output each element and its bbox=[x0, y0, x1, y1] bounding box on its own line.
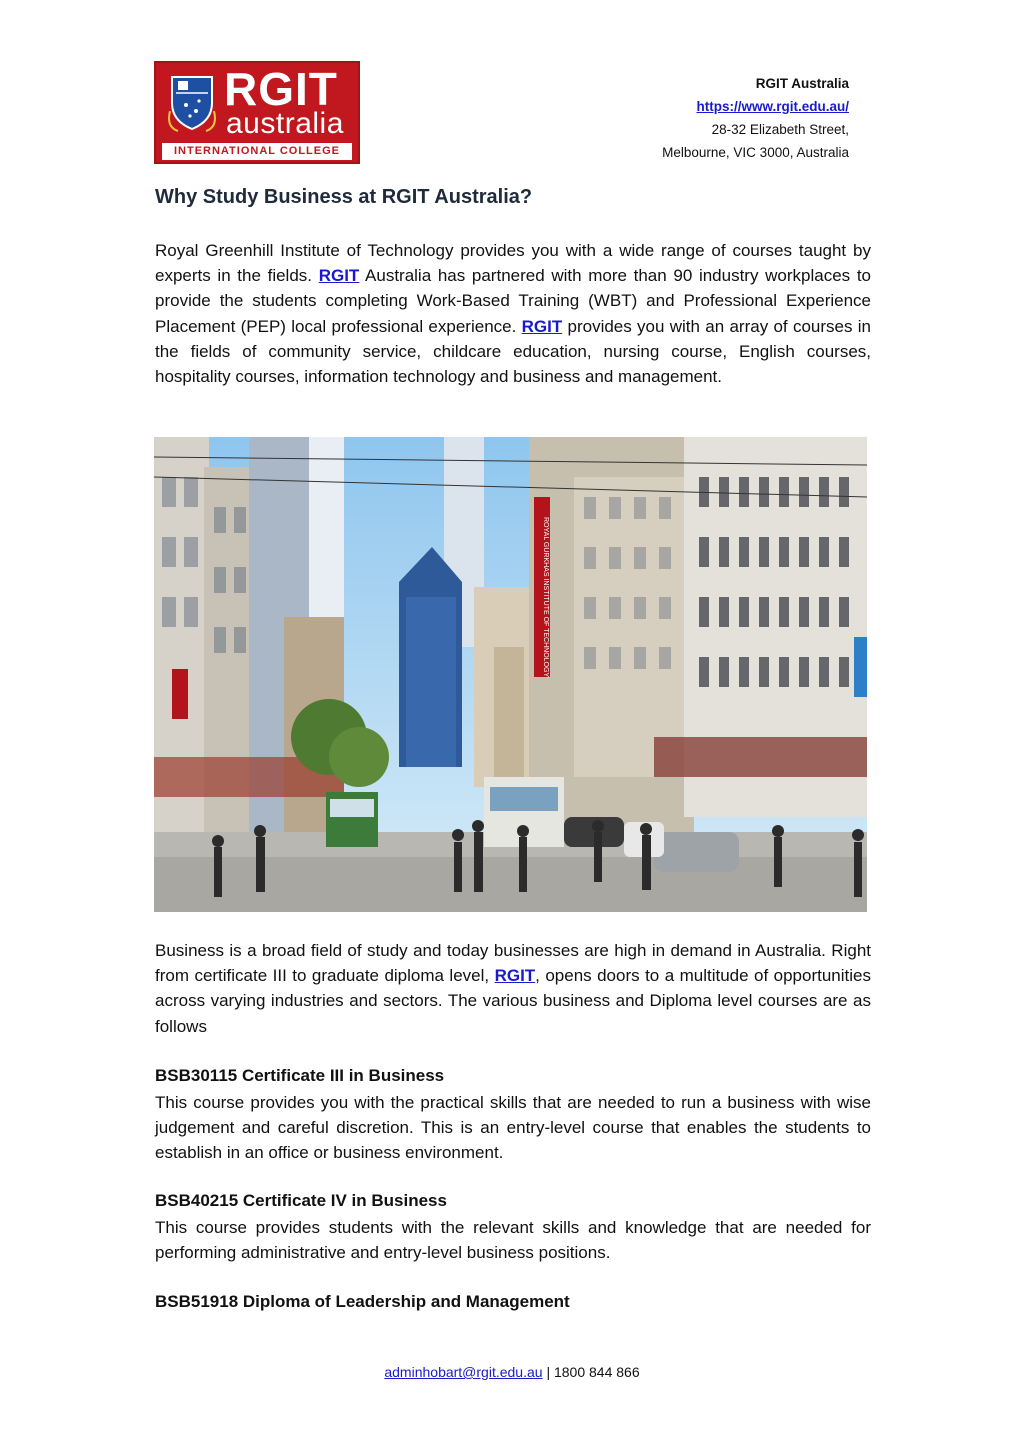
course-description: This course provides you with the practical skills that are needed to run a business with wise judgement and careful discretion. This is an entry-level course that enables the students to establish in an office or business environment. bbox=[155, 1093, 871, 1162]
org-name: RGIT Australia bbox=[755, 76, 849, 91]
course-title: BSB40215 Certificate IV in Business bbox=[155, 1191, 447, 1210]
business-paragraph bbox=[155, 938, 871, 1039]
course-description: This course provides students with the relevant skills and knowledge that are needed for performing administrative and entry-level business positions. bbox=[155, 1218, 871, 1262]
intro-paragraph bbox=[155, 238, 871, 389]
intro-text-2: Australia has partnered with more than 90 industry workplaces to provide the students completing Work-Based Training (WBT) and Professional Experience Placement (PEP) local professional experience. bbox=[155, 266, 872, 336]
website-link[interactable]: https://www.rgit.edu.au/ bbox=[696, 99, 849, 114]
crest-icon bbox=[166, 71, 218, 133]
rgit-link[interactable]: RGIT bbox=[318, 266, 360, 286]
institute-sign: ROYAL GURKHAS INSTITUTE OF TECHNOLOGY bbox=[542, 517, 549, 678]
course-title: BSB51918 Diploma of Leadership and Management bbox=[155, 1292, 570, 1311]
email-link[interactable]: adminhobart@rgit.edu.au bbox=[384, 1364, 543, 1380]
address-line-2: Melbourne, VIC 3000, Australia bbox=[662, 145, 849, 160]
intro-text-3: provides you with an array of courses in the fields of community service, childcare education, nursing course, English courses, hospitality courses, information technology and business and management. bbox=[155, 316, 871, 387]
rgit-link[interactable]: RGIT bbox=[494, 966, 536, 986]
business-text-1: Business is a broad field of study and today businesses are high in demand in Australia. Right from certificate III to graduate diploma level, bbox=[155, 941, 871, 986]
logo-band: INTERNATIONAL COLLEGE bbox=[162, 143, 352, 160]
street-scene-image bbox=[154, 437, 867, 912]
footer-separator: | bbox=[546, 1364, 551, 1380]
street-photo bbox=[154, 437, 867, 912]
rgit-logo bbox=[154, 61, 360, 164]
intro-text-1: Royal Greenhill Institute of Technology provides you with a wide range of courses taught by experts in the fields. bbox=[155, 241, 871, 286]
page-footer bbox=[0, 1364, 1024, 1380]
phone-number: 1800 844 866 bbox=[553, 1364, 640, 1380]
logo-subtitle: australia bbox=[226, 107, 344, 140]
logo-wordmark: RGIT bbox=[224, 63, 338, 115]
business-text-2: , opens doors to a multitude of opportunities across varying industries and sectors. The various business and Diploma level courses are as follows bbox=[155, 966, 871, 1036]
course-title: BSB30115 Certificate III in Business bbox=[155, 1066, 445, 1085]
header-contact bbox=[662, 72, 849, 164]
page-title: Why Study Business at RGIT Australia? bbox=[155, 186, 533, 208]
address-line-1: 28-32 Elizabeth Street, bbox=[711, 122, 849, 137]
rgit-link[interactable]: RGIT bbox=[521, 316, 563, 336]
